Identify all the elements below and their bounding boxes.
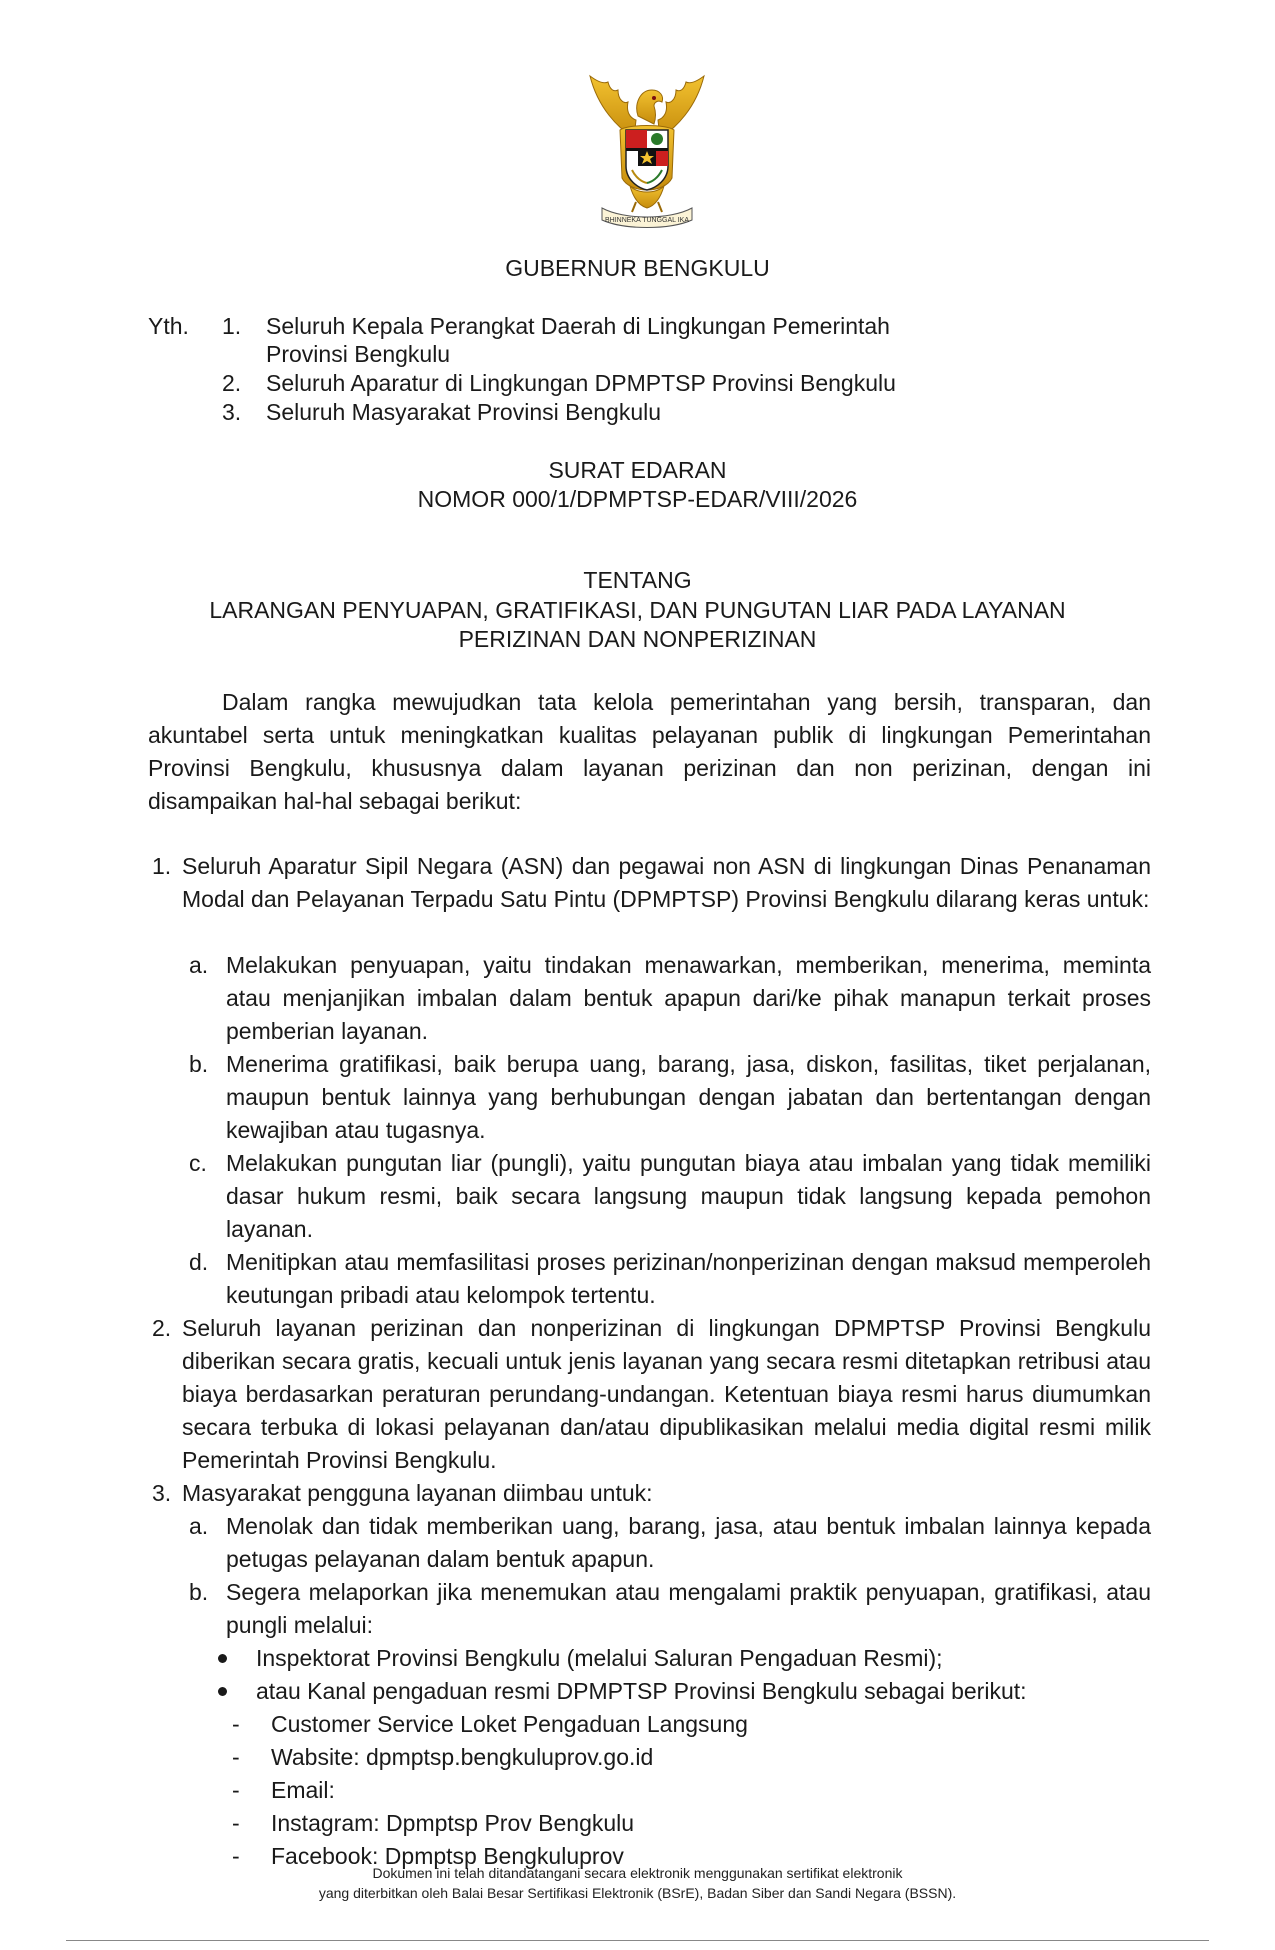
channel-item: Customer Service Loket Pengaduan Langsung [271,1711,748,1737]
point-number: 3. [152,1480,172,1506]
point-text: Seluruh layanan perizinan dan nonperizinan di lingkungan DPMPTSP Provinsi Bengkulu diberikan secara gratis, kecuali untuk jenis layanan yang secara resmi ditetapkan retribusi atau biaya berdasarkan peraturan perundang-undangan. Ketentuan biaya resmi harus diumumkan secara terbuka di lokasi pelayanan dan/atau dipublikasikan melalui media digital resmi milik Pemerintah Provinsi Bengkulu. [182,1315,1151,1473]
letter-about-label: TENTANG [583,567,692,593]
emblem-motto: BHINNEKA TUNGGAL IKA [604,217,690,224]
bullet-icon [218,1654,227,1663]
footer-divider [66,1940,1209,1941]
subitem-text: Menolak dan tidak memberikan uang, barang, jasa, atau bentuk imbalan lainnya kepada petugas pelayanan dalam bentuk apapun. [226,1513,1151,1572]
bullet-text: Inspektorat Provinsi Bengkulu (melalui Saluran Pengaduan Resmi); [256,1645,943,1671]
point-text: Masyarakat pengguna layanan diimbau untuk: [182,1480,653,1506]
garuda-emblem-icon [568,68,726,230]
subitem-letter: a. [189,952,209,978]
subitem-letter: a. [189,1513,209,1539]
subitem-letter: c. [189,1150,207,1176]
intro-paragraph: Dalam rangka mewujudkan tata kelola pemerintahan yang bersih, transparan, dan akuntabel serta untuk meningkatkan kualitas pelayanan publik di lingkungan Pemerintahan Provinsi Bengkulu, khususnya dalam layanan perizinan dan non perizinan, dengan ini disampaikan hal-hal sebagai berikut: [148,689,1151,814]
point-number: 2. [152,1315,172,1341]
addressee-item: Seluruh Kepala Perangkat Daerah di Lingkungan Pemerintah [266,313,890,339]
channel-item: Instagram: Dpmptsp Prov Bengkulu [271,1810,635,1836]
subitem-letter: b. [189,1051,209,1077]
subitem-text: Menerima gratifikasi, baik berupa uang, barang, jasa, diskon, fasilitas, tiket perjalanan, maupun bentuk lainnya yang berhubungan dengan jabatan dan bertentangan dengan kewajiban atau tugasnya. [226,1051,1151,1143]
dash-icon: - [232,1744,240,1770]
addressee-item-continued: Provinsi Bengkulu [266,341,451,367]
letter-subject: LARANGAN PENYUAPAN, GRATIFIKASI, DAN PUNGUTAN LIAR PADA LAYANAN [209,597,1066,623]
addressee-item: Seluruh Masyarakat Provinsi Bengkulu [266,399,662,425]
addressee-number: 3. [222,399,242,425]
bullet-text: atau Kanal pengaduan resmi DPMPTSP Provinsi Bengkulu sebagai berikut: [256,1678,1027,1704]
dash-icon: - [232,1711,240,1737]
subitem-text: Menitipkan atau memfasilitasi proses perizinan/nonperizinan dengan maksud memperoleh keutungan pribadi atau kelompok tertentu. [226,1249,1151,1308]
point-text: Seluruh Aparatur Sipil Negara (ASN) dan pegawai non ASN di lingkungan Dinas Penanaman Modal dan Pelayanan Terpadu Satu Pintu (DPMPTSP) Provinsi Bengkulu dilarang keras untuk: [182,853,1151,912]
subitem-letter: b. [189,1579,209,1605]
dash-icon: - [232,1843,240,1869]
subitem-letter: d. [189,1249,209,1275]
channel-item: Facebook: Dpmptsp Bengkuluprov [271,1843,624,1869]
letter-number: NOMOR 000/1/DPMPTSP-EDAR/VIII/2026 [417,486,858,512]
letter-head-title: GUBERNUR BENGKULU [505,255,770,281]
addressee-number: 2. [222,370,242,396]
subitem-text: Melakukan penyuapan, yaitu tindakan menawarkan, memberikan, menerima, meminta atau menjanjikan imbalan dalam bentuk apapun dari/ke pihak manapun terkait proses pemberian layanan. [226,952,1151,1044]
esign-notice-continued: yang diterbitkan oleh Balai Besar Sertifikasi Elektronik (BSrE), Badan Siber dan Sandi Negara (BSSN). [318,1885,957,1901]
addressee-number: 1. [222,313,242,339]
dash-icon: - [232,1777,240,1803]
channel-item: Wabsite: dpmptsp.bengkuluprov.go.id [271,1744,654,1770]
bullet-icon [218,1687,227,1696]
letter-subject-continued: PERIZINAN DAN NONPERIZINAN [458,626,817,652]
subitem-text: Melakukan pungutan liar (pungli), yaitu pungutan biaya atau imbalan yang tidak memiliki dasar hukum resmi, baik secara langsung maupun tidak langsung kepada pemohon layanan. [226,1150,1151,1242]
dash-icon: - [232,1810,240,1836]
subitem-text: Segera melaporkan jika menemukan atau mengalami praktik penyuapan, gratifikasi, atau pungli melalui: [226,1579,1151,1638]
addressee-item: Seluruh Aparatur di Lingkungan DPMPTSP Provinsi Bengkulu [266,370,896,396]
point-number: 1. [152,853,172,879]
letter-type: SURAT EDARAN [548,457,727,483]
esign-notice: Dokumen ini telah ditandatangani secara elektronik menggunakan sertifikat elektronik [372,1865,903,1881]
channel-item: Email: [271,1777,335,1803]
addressee-label: Yth. [148,313,189,339]
